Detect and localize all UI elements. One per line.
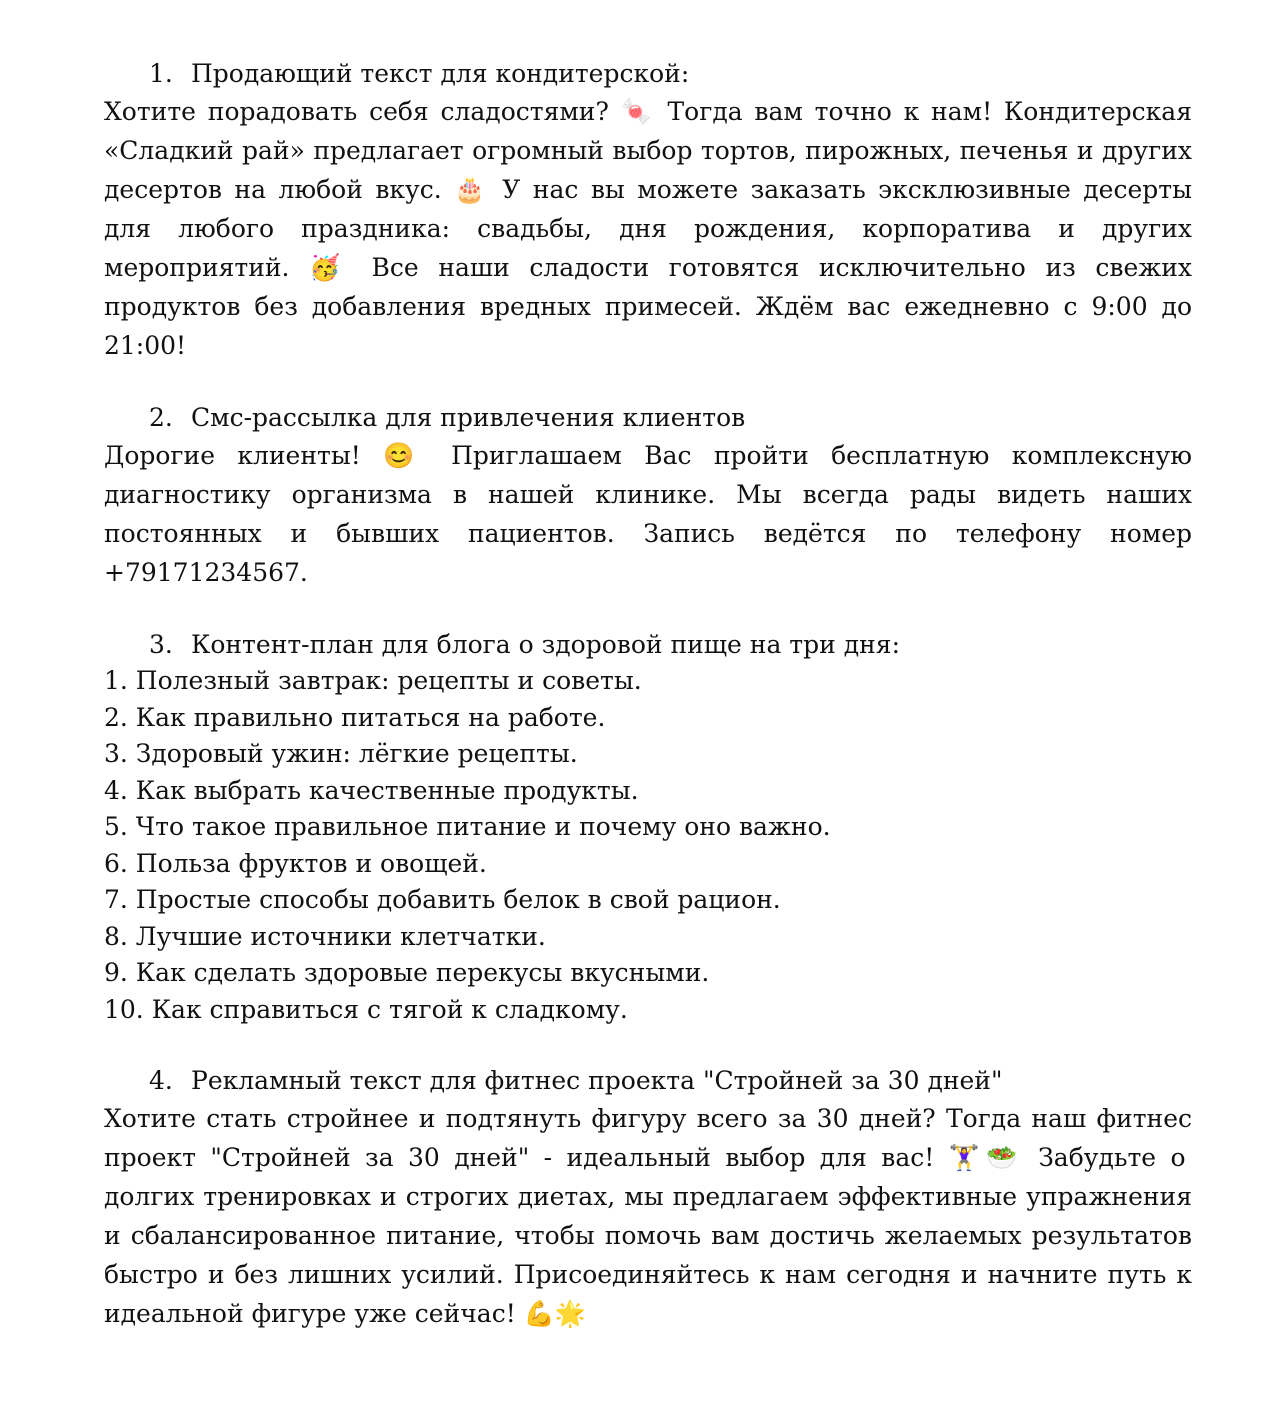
list-item: 9. Как сделать здоровые перекусы вкусными. xyxy=(104,958,710,987)
section-confectionery xyxy=(104,56,1192,365)
section-title: Контент-план для блога о здоровой пище на три дня: xyxy=(191,630,900,659)
section-title: Продающий текст для кондитерской: xyxy=(191,59,690,88)
section-content-plan xyxy=(104,627,1192,1028)
section-heading xyxy=(104,627,1192,663)
list-item: 3. Здоровый ужин: лёгкие рецепты. xyxy=(104,739,578,768)
section-body-text: Дорогие клиенты! 😊 Приглашаем Вас пройти бесплатную комплексную диагностику организма в нашей клинике. Мы всегда рады видеть наших постоянных и бывших пациентов. Запись ведётся по телефону номер +79171234567. xyxy=(104,441,1192,587)
list-item: 4. Как выбрать качественные продукты. xyxy=(104,775,639,805)
section-body-text: Хотите порадовать себя сладостями? 🍬 Тогда вам точно к нам! Кондитерская «Сладкий рай» предлагает огромный выбор тортов, пирожных, печенья и других десертов на любой вкус. 🎂 У нас вы можете заказать эксклюзивные десерты для любого праздника: свадьбы, дня рождения, корпоратива и других мероприятий. 🥳 Все наши сладости готовятся исключительно из свежих продуктов без добавления вредных примесей. Ждём вас ежедневно с 9:00 до 21:00! xyxy=(104,97,1192,360)
section-heading xyxy=(104,400,1192,436)
section-title: Смс-рассылка для привлечения клиентов xyxy=(191,403,746,432)
list-item: 5. Что такое правильное питание и почему оно важно. xyxy=(104,812,831,841)
document-page xyxy=(104,56,1192,1333)
section-body-text: Хотите стать стройнее и подтянуть фигуру всего за 30 дней? Тогда наш фитнес проект "Стройней за 30 дней" - идеальный выбор для вас! 🏋️‍♀️🥗 Забудьте о долгих тренировках и строгих диетах, мы предлагаем эффективные упражнения и сбалансированное питание, чтобы помочь вам достичь желаемых результатов быстро и без лишних усилий. Присоединяйтесь к нам сегодня и начните путь к идеальной фигуре уже сейчас! 💪🌟 xyxy=(104,1104,1192,1328)
section-heading xyxy=(104,56,1192,92)
list-item: 6. Польза фруктов и овощей. xyxy=(104,848,487,878)
section-number: 3. xyxy=(149,630,173,659)
list-item: 7. Простые способы добавить белок в свой рацион. xyxy=(104,885,781,914)
section-sms-mailing xyxy=(104,400,1192,592)
section-heading xyxy=(104,1063,1192,1099)
section-number: 2. xyxy=(149,403,173,432)
section-title: Рекламный текст для фитнес проекта "Стройней за 30 дней" xyxy=(191,1066,1003,1095)
section-number: 4. xyxy=(149,1066,173,1095)
section-number: 1. xyxy=(149,59,173,88)
section-fitness-ad xyxy=(104,1063,1192,1333)
list-item: 2. Как правильно питаться на работе. xyxy=(104,702,606,732)
list-item: 1. Полезный завтрак: рецепты и советы. xyxy=(104,666,642,695)
list-item: 10. Как справиться с тягой к сладкому. xyxy=(104,994,628,1024)
content-plan-list xyxy=(104,663,1192,1028)
list-item: 8. Лучшие источники клетчатки. xyxy=(104,921,546,951)
